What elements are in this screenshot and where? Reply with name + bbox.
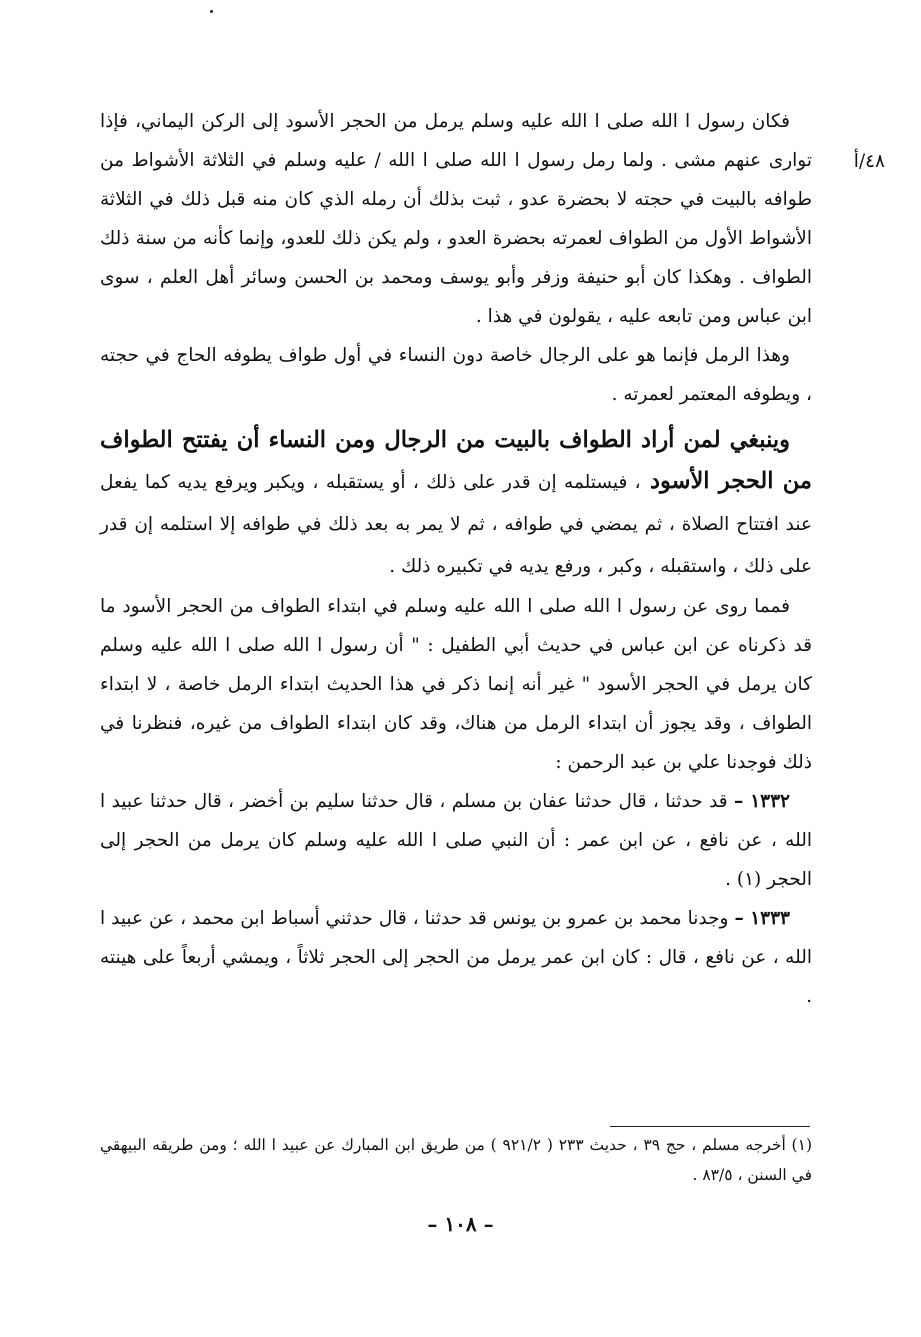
hadith-1333 — [100, 899, 812, 1016]
footnote: (١) أخرجه مسلم ، حج ٣٩ ، حديث ٢٣٣ ( ٩٢١/٢ ) من طريق ابن المبارك عن عبيد ا الله ؛ ومن طريقه البيهقي في السنن ، ٨٣/٥ . — [100, 1136, 812, 1184]
speck — [210, 10, 213, 13]
paragraph-1: فكان رسول ا الله صلى ا الله عليه وسلم يرمل من الحجر الأسود إلى الركن اليماني، فإذا توارى عنهم مشى . ولما رمل رسول ا الله صلى ا الله / عليه وسلم في الثلاثة الأشواط من طوافه بالبيت في حجته لا بحضرة عدو ، ثبت بذلك أن رمله الذي كان منه قبل ذلك في الثلاثة الأشواط الأول من الطواف لعمرته بحضرة العدو ، ولم يكن ذلك للعدو، وإنما كأنه من سنة ذلك الطواف . وهكذا كان أبو حنيفة وزفر وأبو يوسف ومحمد بن الحسن وسائر أهل العلم ، سوى ابن عباس ومن تابعه عليه ، يقولون في هذا . — [100, 111, 812, 327]
paragraph-4: فمما روى عن رسول ا الله صلى ا الله عليه وسلم في ابتداء الطواف من الحجر الأسود ما قد ذكرناه عن ابن عباس في حديث أبي الطفيل : " أن رسول ا الله صلى ا الله عليه وسلم كان يرمل في الحجر الأسود " غير أنه إنما ذكر في هذا الحديث ابتداء الرمل خاصة ، لا ابتداء الطواف ، وقد يجوز أن ابتداء الرمل من هناك، وقد كان ابتداء الطواف من غيره، فنظرنا في ذلك فوجدنا علي بن عبد الرحمن : — [100, 596, 812, 773]
paragraph-3 — [100, 420, 812, 587]
hadith-text: قد حدثنا ، قال حدثنا عفان بن مسلم ، قال حدثنا سليم بن أخضر ، قال حدثنا عبيد ا الله ، عن نافع ، عن ابن عمر : أن النبي صلى ا الله عليه وسلم كان يرمل من الحجر إلى الحجر (١) . — [100, 791, 812, 890]
hadith-text: وجدنا محمد بن عمرو بن يونس قد حدثنا ، قال حدثني أسباط ابن محمد ، عن عبيد ا الله ، عن نافع ، قال : كان ابن عمر يرمل من الحجر إلى الحجر ثلاثاً ، ويمشي أربعاً على هينته . — [100, 908, 812, 1007]
hadith-number: ١٣٣٢ – — [734, 791, 790, 812]
paragraph-2: وهذا الرمل فإنما هو على الرجال خاصة دون النساء في أول طواف يطوفه الحاج في حجته ، ويطوفه المعتمر لعمرته . — [100, 345, 812, 405]
footnote-separator — [610, 1126, 810, 1127]
bold-lead: وينبغي لمن أراد الطواف بالبيت من الرجال ومن النساء أن يفتتح الطواف من الحجر الأسود — [100, 427, 812, 494]
margin-folio-ref: ٤٨/أ — [853, 151, 885, 172]
main-text — [100, 102, 812, 1016]
page-number: – ١٠٨ – — [427, 1212, 494, 1236]
hadith-1332 — [100, 782, 812, 899]
paragraph-3-rest: ، فيستلمه إن قدر على ذلك ، أو يستقبله ، ويكبر ويرفع يديه كما يفعل عند افتتاح الصلاة ، ثم يمضي في طوافه ، ثم لا يمر به بعد ذلك في طوافه إلا استلمه إن قدر على ذلك ، واستقبله ، وكبر ، ورفع يديه في تكبيره ذلك . — [100, 472, 812, 577]
hadith-number: ١٣٣٣ – — [734, 908, 790, 929]
